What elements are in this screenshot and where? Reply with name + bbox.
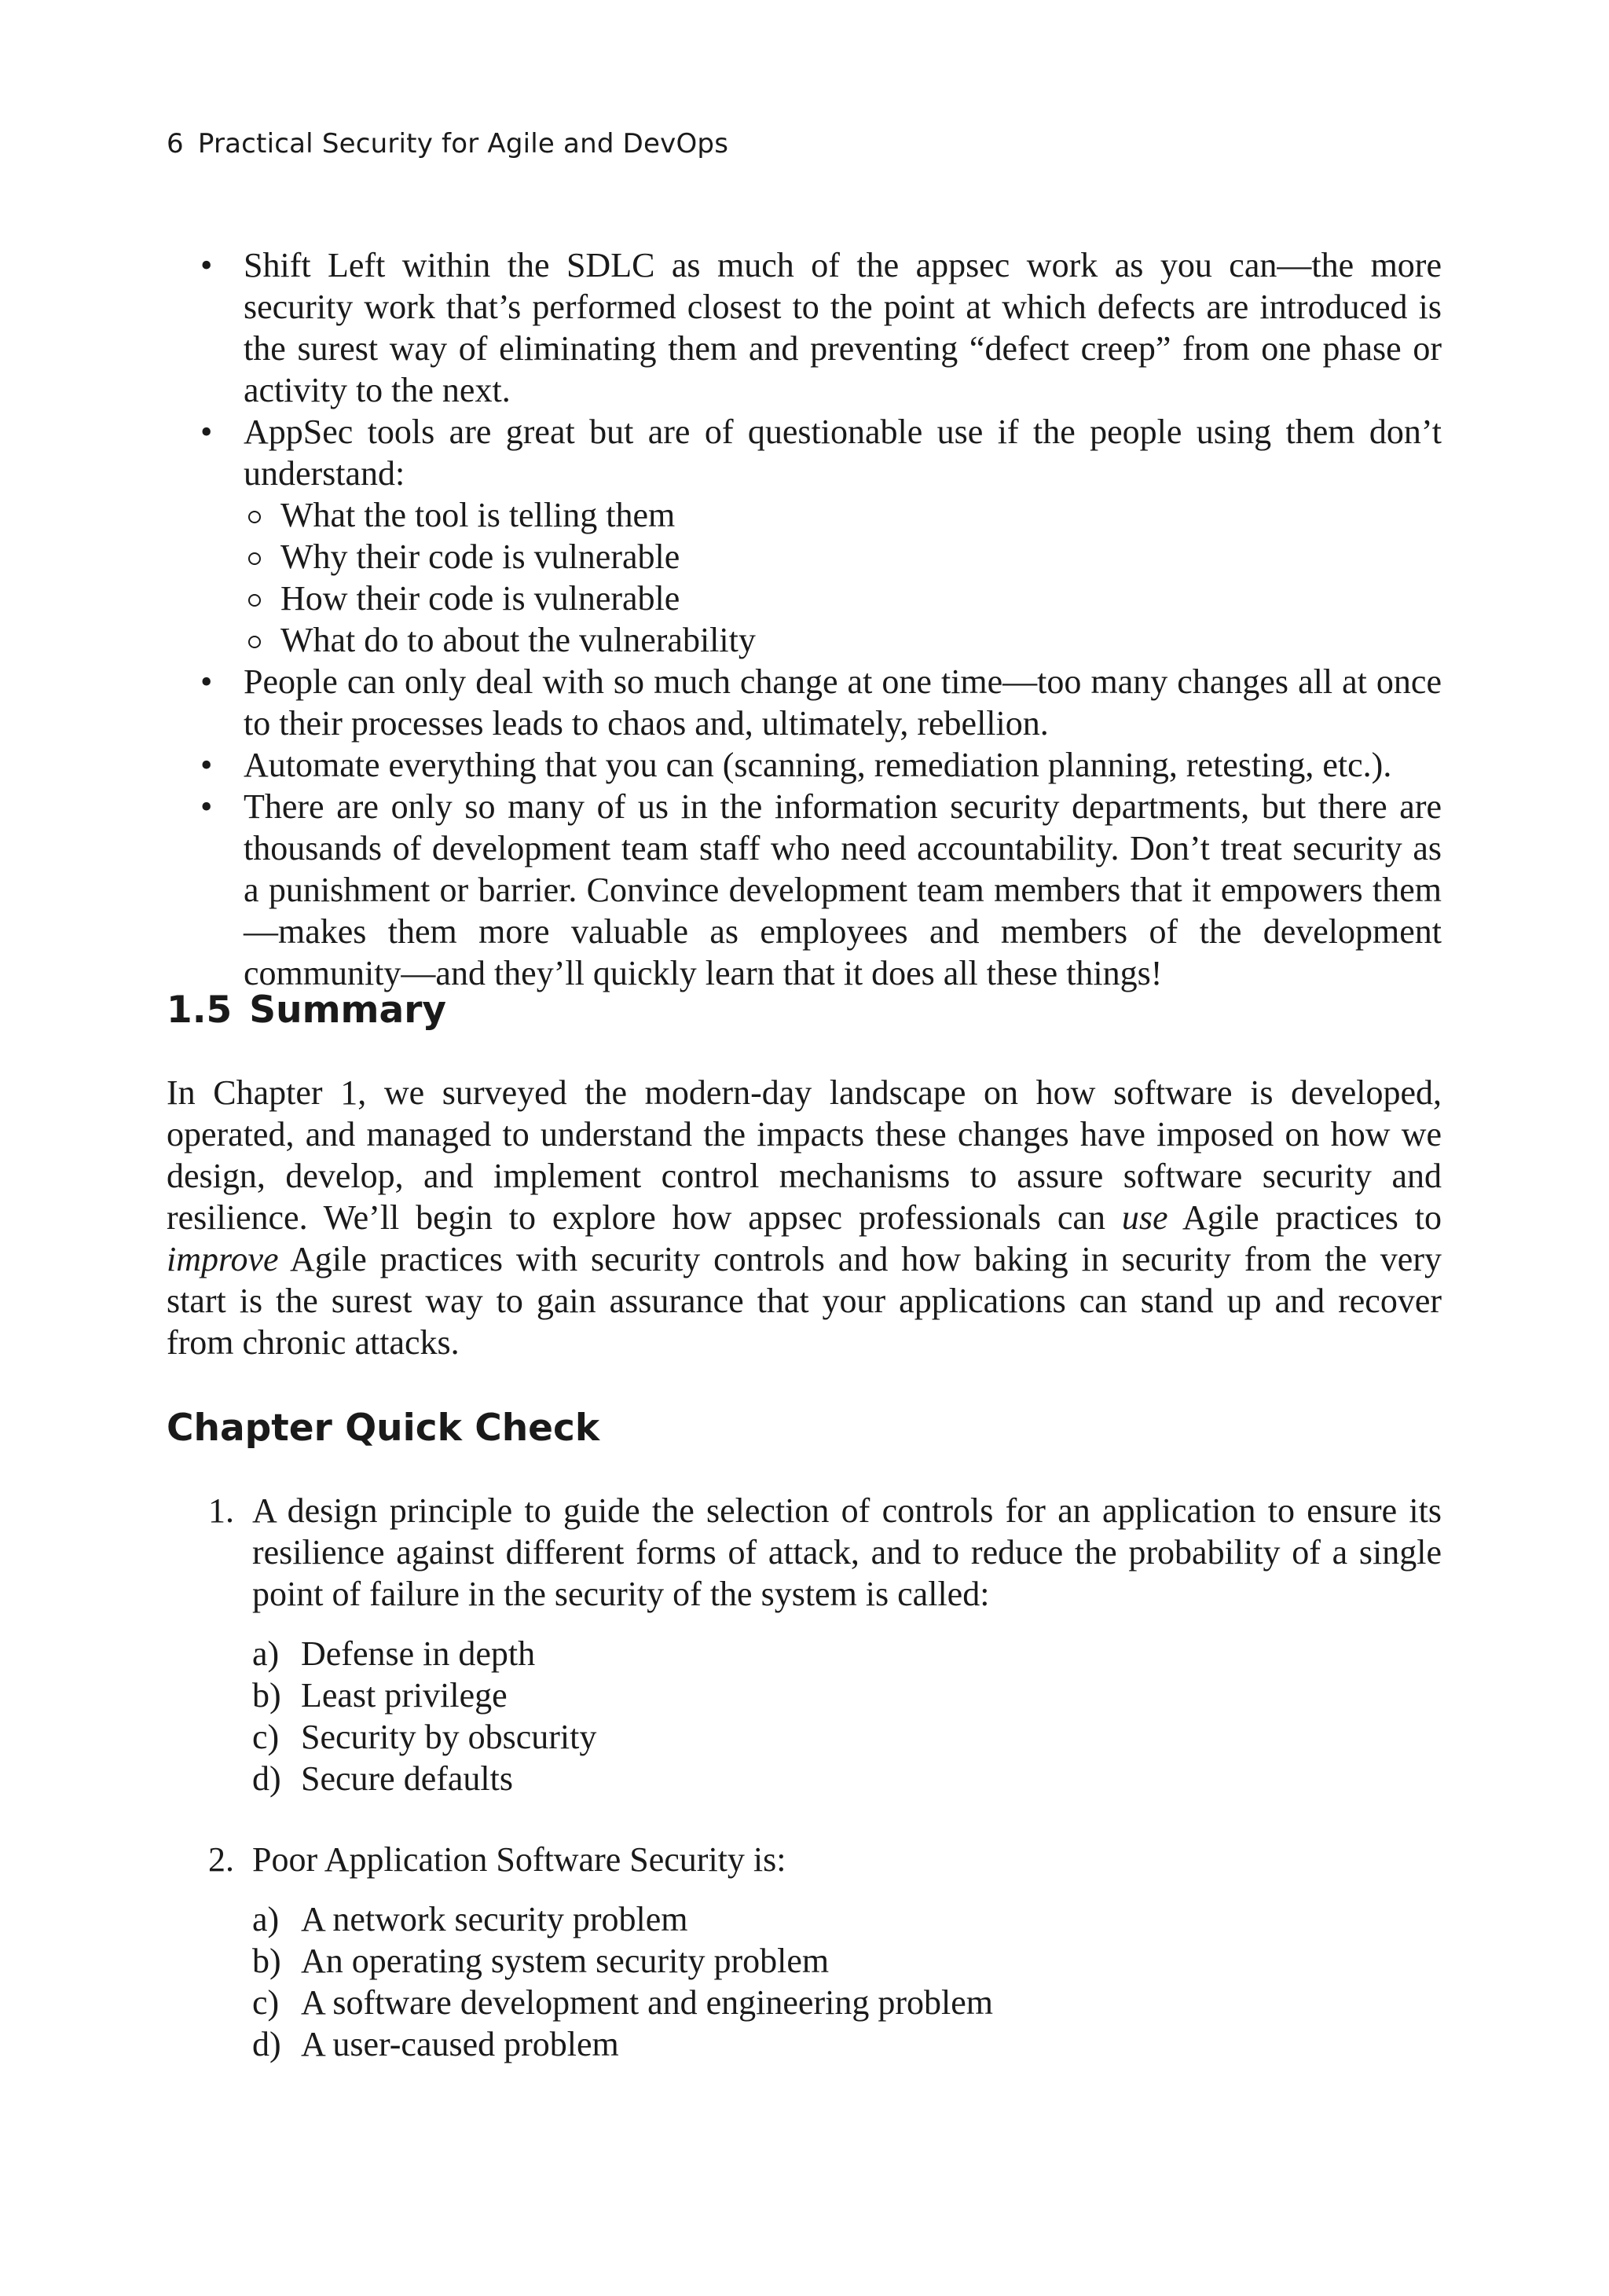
key-points-list [200, 244, 1442, 994]
sub-bullet-item: Why their code is vulnerable [244, 536, 1442, 578]
running-head [167, 128, 728, 160]
question-text [208, 1839, 1442, 1880]
answer-option [252, 2023, 1442, 2065]
option-letter: a) [252, 1900, 280, 1938]
option-letter: d) [252, 2025, 281, 2063]
option-text: An operating system security problem [301, 1942, 830, 1980]
book-title: Practical Security for Agile and DevOps [197, 128, 729, 160]
answer-option [252, 1716, 1442, 1758]
option-text: A software development and engineering problem [301, 1983, 993, 2022]
bullet-item: • Shift Left within the SDLC as much of the appsec work as you can—the more security work that’s performed closest to the point at which defects are introduced is the surest way of eliminating them and preventing “defect creep” from one phase or activity to the next. [200, 244, 1442, 411]
question-body: Poor Application Software Security is: [252, 1840, 786, 1879]
section-title: Summary [249, 988, 447, 1032]
option-letter: b) [252, 1676, 281, 1715]
option-letter: a) [252, 1634, 280, 1673]
answer-options [252, 1633, 1442, 1799]
answer-option [252, 1982, 1442, 2023]
answer-options [252, 1898, 1442, 2065]
option-letter: c) [252, 1983, 280, 2022]
answer-option [252, 1758, 1442, 1799]
quiz-question-2 [208, 1839, 1442, 2065]
bullet-item-text: AppSec tools are great but are of questionable use if the people using them don’t understand: [244, 413, 1442, 493]
answer-option [252, 1633, 1442, 1674]
option-text: Least privilege [301, 1676, 508, 1715]
option-text: Secure defaults [301, 1759, 513, 1798]
question-number: 1. [208, 1491, 234, 1530]
summary-text: Agile practices to [1167, 1198, 1442, 1237]
sub-bullet-item: What the tool is telling them [244, 494, 1442, 536]
section-heading-summary [167, 988, 446, 1032]
answer-option [252, 1898, 1442, 1940]
answer-option [252, 1674, 1442, 1716]
option-letter: b) [252, 1942, 281, 1980]
bullet-item: • There are only so many of us in the information security departments, but there are thousands of development team staff who need accountability. Don’t treat security as a punishment or barrier. Convince development team members that it empowers them—makes them more valuable as employees and members of the development community—and they’ll quickly learn that it does all these things! [200, 786, 1442, 994]
option-text: A user-caused problem [301, 2025, 619, 2063]
summary-text: In Chapter 1, we surveyed the modern-day landscape on how software is developed, operated, and managed to understand the impacts these changes have imposed on how we design, develop, and implement control mechanisms to assure software security and resilience. We’ll begin to explore how appsec professionals can [167, 1073, 1442, 1237]
summary-text: Agile practices with security controls and how baking in security from the very start is the surest way to gain assurance that your applications can stand up and recover from chronic attacks. [167, 1240, 1442, 1362]
option-text: Defense in depth [301, 1634, 536, 1673]
bullet-item [200, 411, 1442, 661]
answer-option [252, 1940, 1442, 1982]
option-letter: d) [252, 1759, 281, 1798]
question-body: A design principle to guide the selection of controls for an application to ensure its resilience against different forms of attack, and to reduce the probability of a single point of failure in the security of the system is called: [252, 1491, 1442, 1613]
option-text: Security by obscurity [301, 1718, 597, 1756]
question-number: 2. [208, 1840, 234, 1879]
summary-paragraph [167, 1072, 1442, 1363]
sub-bullet-item: What do to about the vulnerability [244, 619, 1442, 661]
emphasis-use: use [1121, 1198, 1168, 1237]
page-number: 6 [167, 128, 184, 160]
option-text: A network security problem [301, 1900, 688, 1938]
sub-bullet-item: How their code is vulnerable [244, 578, 1442, 619]
emphasis-improve: improve [167, 1240, 279, 1278]
bullet-item: • People can only deal with so much change at one time—too many changes all at once to their processes leads to chaos and, ultimately, rebellion. [200, 661, 1442, 744]
option-letter: c) [252, 1718, 280, 1756]
bullet-item: • Automate everything that you can (scanning, remediation planning, retesting, etc.). [200, 744, 1442, 786]
section-number: 1.5 [167, 988, 233, 1032]
question-text [208, 1490, 1442, 1615]
section-heading-quick-check: Chapter Quick Check [167, 1407, 600, 1450]
quiz-question-1 [208, 1490, 1442, 1799]
sub-bullet-list [244, 494, 1442, 661]
